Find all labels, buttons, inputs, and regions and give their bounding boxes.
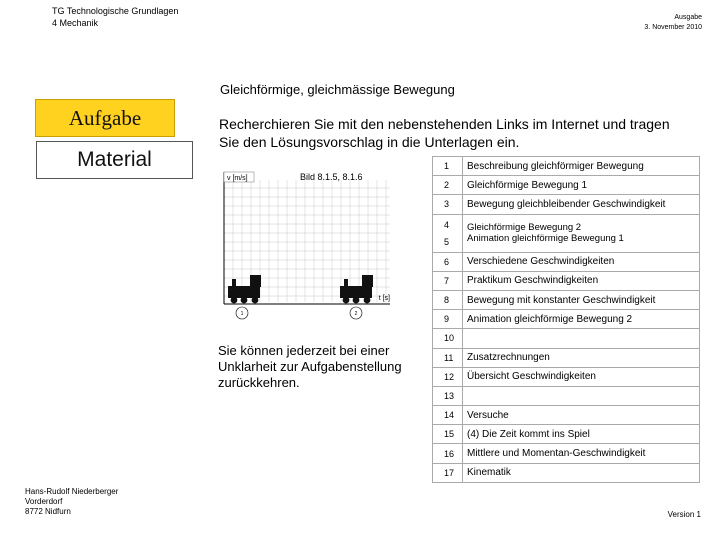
link-number: 1 xyxy=(433,157,463,176)
link-number: 10 xyxy=(433,329,463,348)
link-number: 15 xyxy=(433,425,463,444)
author-city: 8772 Nidfurn xyxy=(25,507,71,516)
link-number-first: 4 xyxy=(444,219,450,230)
intro-text: Recherchieren Sie mit den nebenstehenden Links im Internet und tragen Sie den Lösungsvorschlag in die Unterlagen ein. xyxy=(219,116,670,150)
edition-label: Ausgabe xyxy=(674,14,702,21)
link-number: 17 xyxy=(433,463,463,482)
link-row[interactable] xyxy=(433,406,700,425)
link-label[interactable]: Bewegung mit konstanter Geschwindigkeit xyxy=(463,290,700,309)
link-row[interactable] xyxy=(433,157,700,176)
page-title: Gleichförmige, gleichmässige Bewegung xyxy=(220,82,455,97)
link-number: 3 xyxy=(433,195,463,214)
link-label xyxy=(463,386,700,405)
material-button[interactable]: Material xyxy=(36,141,193,179)
link-row[interactable] xyxy=(433,176,700,195)
link-label[interactable]: Kinematik xyxy=(463,463,700,482)
links-table xyxy=(432,156,700,483)
link-row[interactable] xyxy=(433,367,700,386)
link-number: 9 xyxy=(433,310,463,329)
locomotive-1 xyxy=(228,275,261,303)
link-label[interactable]: Zusatzrechnungen xyxy=(463,348,700,367)
link-label[interactable]: Mittlere und Momentan-Geschwindigkeit xyxy=(463,444,700,463)
link-label[interactable]: Praktikum Geschwindigkeiten xyxy=(463,271,700,290)
link-number: 7 xyxy=(433,271,463,290)
link-label[interactable]: Versuche xyxy=(463,406,700,425)
link-row[interactable] xyxy=(433,195,700,214)
link-number: 13 xyxy=(433,386,463,405)
link-number: 16 xyxy=(433,444,463,463)
footer-author xyxy=(25,487,118,517)
subject-label: TG Technologische Grundlagen xyxy=(52,6,179,16)
link-row[interactable] xyxy=(433,444,700,463)
link-row xyxy=(433,329,700,348)
link-label[interactable]: Übersicht Geschwindigkeiten xyxy=(463,367,700,386)
header-left xyxy=(52,5,178,29)
link-label[interactable]: Animation gleichförmige Bewegung 2 xyxy=(463,310,700,329)
link-row xyxy=(433,386,700,405)
link-number: 11 xyxy=(433,348,463,367)
link-row[interactable] xyxy=(433,348,700,367)
link-row[interactable] xyxy=(433,214,700,252)
figure-caption: Bild 8.1.5, 8.1.6 xyxy=(300,172,363,182)
link-row[interactable] xyxy=(433,463,700,482)
link-number: 8 xyxy=(433,290,463,309)
aufgabe-button[interactable]: Aufgabe xyxy=(35,99,175,137)
link-number: 12 xyxy=(433,367,463,386)
link-row[interactable] xyxy=(433,290,700,309)
link-row[interactable] xyxy=(433,252,700,271)
link-row[interactable] xyxy=(433,271,700,290)
y-axis-label: v [m/s] xyxy=(227,175,248,182)
marker-2-label: 2 xyxy=(354,311,358,317)
date-label: 3. November 2010 xyxy=(644,24,702,31)
x-axis-label: t [s] xyxy=(378,295,390,302)
link-number: 14 xyxy=(433,406,463,425)
note-text: Sie können jederzeit bei einer Unklarheit zur Aufgabenstellung zurückkehren. xyxy=(218,343,402,390)
topic-label: 4 Mechanik xyxy=(52,18,99,28)
link-number xyxy=(433,214,463,252)
header-right xyxy=(644,13,702,33)
velocity-figure xyxy=(220,170,390,322)
link-number: 2 xyxy=(433,176,463,195)
author-street: Vorderdorf xyxy=(25,497,63,506)
link-label[interactable]: Beschreibung gleichförmiger Bewegung xyxy=(463,157,700,176)
marker-1-label: 1 xyxy=(240,311,244,317)
link-row[interactable] xyxy=(433,425,700,444)
link-number: 6 xyxy=(433,252,463,271)
version-label: Version 1 xyxy=(667,510,701,519)
link-label[interactable]: Bewegung gleichbleibender Geschwindigkeit xyxy=(463,195,700,214)
link-number-second: 5 xyxy=(444,236,450,247)
link-label[interactable]: Gleichförmige Bewegung 1 xyxy=(463,176,700,195)
link-label xyxy=(463,329,700,348)
author-name: Hans-Rudolf Niederberger xyxy=(25,487,119,496)
link-label[interactable]: Verschiedene Geschwindigkeiten xyxy=(463,252,700,271)
link-row[interactable] xyxy=(433,310,700,329)
locomotive-2 xyxy=(340,275,373,303)
link-label[interactable]: Gleichförmige Bewegung 2 Animation gleichförmige Bewegung 1 xyxy=(463,214,700,252)
link-label[interactable]: (4) Die Zeit kommt ins Spiel xyxy=(463,425,700,444)
